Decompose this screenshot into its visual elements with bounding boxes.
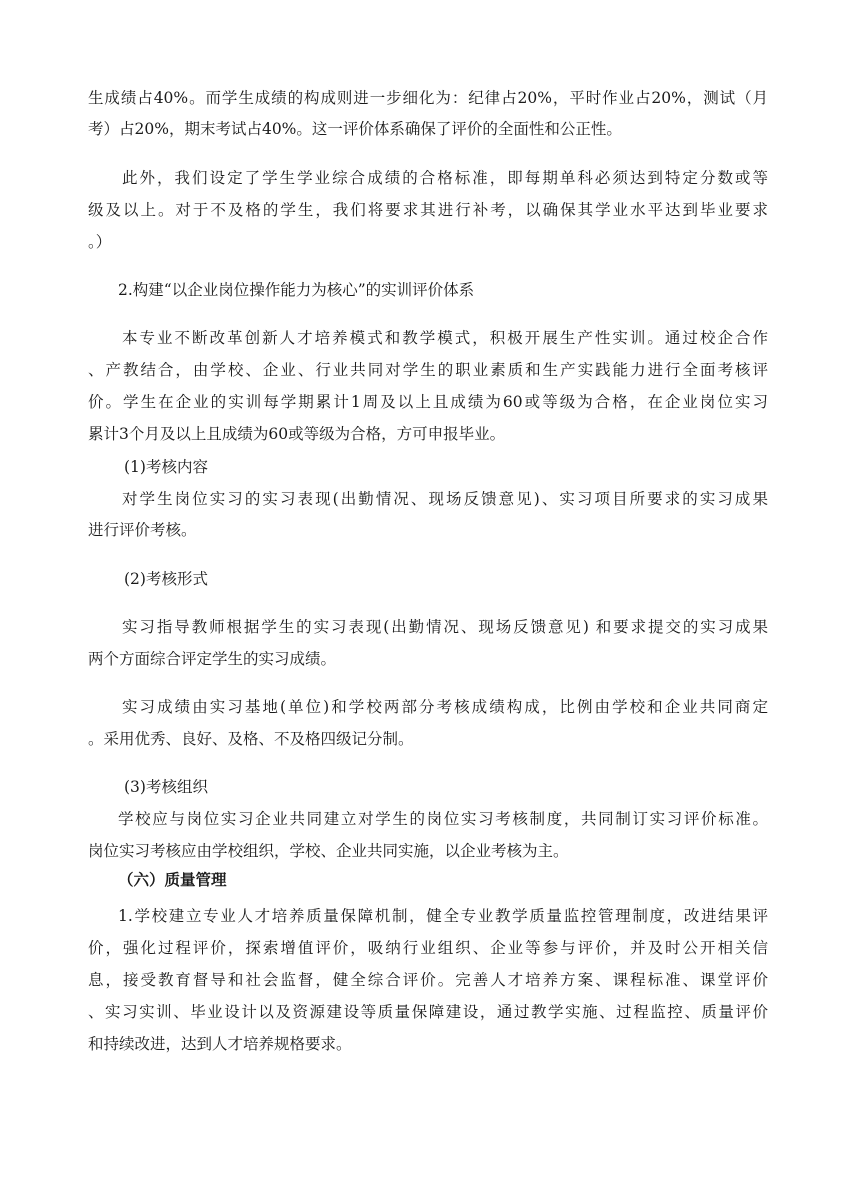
text-line: 此外，我们设定了学生学业综合成绩的合格标准，即每期单科必须达到特定分数或等 — [122, 169, 768, 187]
text-line: 学校应与岗位实习企业共同建立对学生的岗位实习考核制度，共同制订实习评价标准。 — [118, 810, 768, 828]
text-line: 生成绩占40%。而学生成绩的构成则进一步细化为：纪律占20%，平时作业占20%，测试（月 — [88, 89, 768, 107]
text-line: 息，接受教育督导和社会监督，健全综合评价。完善人才培养方案、课程标准、课堂评价 — [88, 971, 768, 989]
subsection-heading: (2)考核形式 — [124, 570, 208, 588]
text-line: 。采用优秀、良好、及格、不及格四级记分制。 — [88, 730, 414, 748]
text-line: 1.学校建立专业人才培养质量保障机制，健全专业教学质量监控管理制度，改进结果评 — [118, 907, 768, 925]
subsection-heading: (1)考核内容 — [124, 458, 208, 476]
text-line: 本专业不断改革创新人才培养模式和教学模式，积极开展生产性实训。通过校企合作 — [122, 329, 768, 347]
text-line: 级及以上。对于不及格的学生，我们将要求其进行补考，以确保其学业水平达到毕业要求 — [88, 201, 768, 219]
text-line: 、产教结合，由学校、企业、行业共同对学生的职业素质和生产实践能力进行全面考核评 — [88, 361, 768, 379]
text-line: 累计3个月及以上且成绩为60或等级为合格，方可申报毕业。 — [88, 425, 506, 443]
text-line: 、实习实训、毕业设计以及资源建设等质量保障建设，通过教学实施、过程监控、质量评价 — [88, 1003, 768, 1021]
subsection-heading: (3)考核组织 — [124, 778, 208, 796]
section-heading: 2.构建“以企业岗位操作能力为核心”的实训评价体系 — [118, 281, 475, 299]
text-line: 价，强化过程评价，探索增值评价，吸纳行业组织、企业等参与评价，并及时公开相关信 — [88, 939, 768, 957]
text-line: 价。学生在企业的实训每学期累计1周及以上且成绩为60或等级为合格，在企业岗位实习 — [88, 393, 768, 411]
text-line: 两个方面综合评定学生的实习成绩。 — [88, 650, 337, 668]
text-line: 实习成绩由实习基地(单位)和学校两部分考核成绩构成，比例由学校和企业共同商定 — [122, 698, 768, 716]
text-line: 岗位实习考核应由学校组织，学校、企业共同实施，以企业考核为主。 — [88, 842, 569, 860]
text-line: 对学生岗位实习的实习表现(出勤情况、现场反馈意见)、实习项目所要求的实习成果 — [122, 490, 768, 508]
text-line: 考）占20%，期末考试占40%。这一评价体系确保了评价的全面性和公正性。 — [88, 120, 622, 138]
section-heading: （六）质量管理 — [118, 870, 227, 889]
text-line: 。） — [88, 233, 112, 251]
text-line: 实习指导教师根据学生的实习表现(出勤情况、现场反馈意见) 和要求提交的实习成果 — [122, 618, 768, 636]
text-line: 进行评价考核。 — [88, 521, 197, 539]
text-line: 和持续改进，达到人才培养规格要求。 — [88, 1035, 352, 1053]
